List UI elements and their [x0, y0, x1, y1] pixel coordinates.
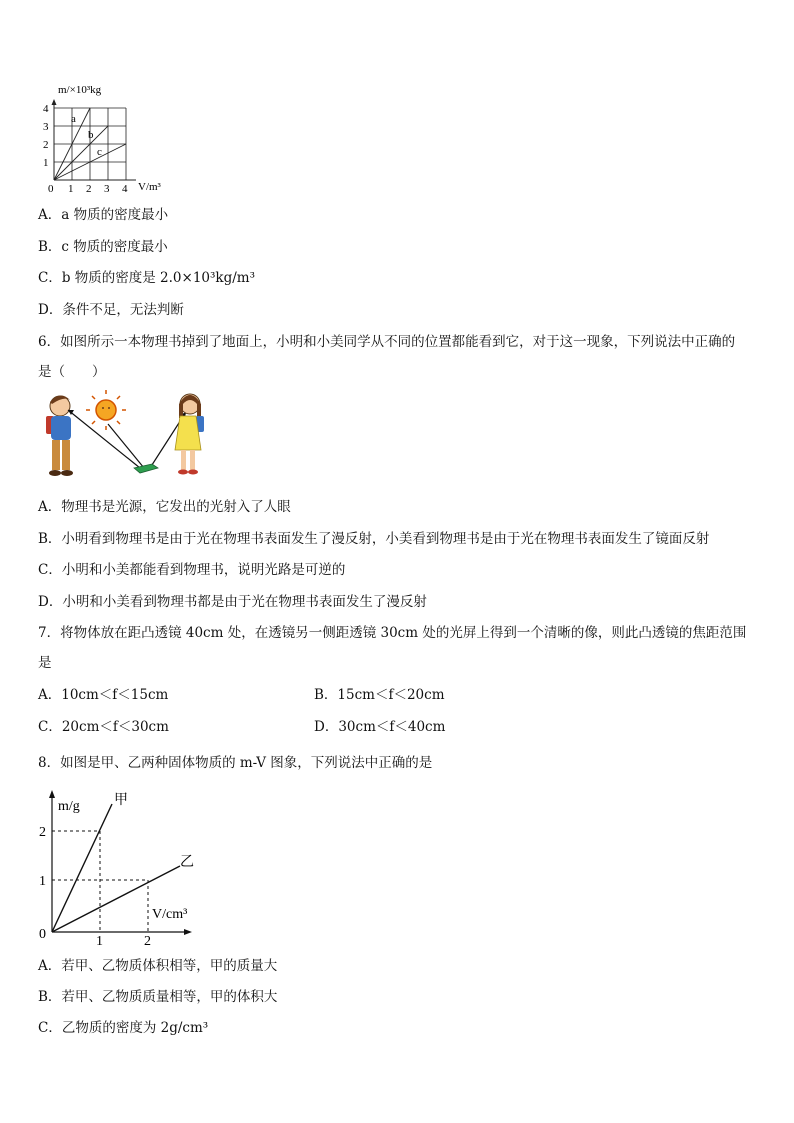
q5-y-axis-label: m/×10³kg — [58, 84, 102, 96]
q5-x-tick: 2 — [86, 183, 92, 195]
q8-label-jia: 甲 — [114, 793, 128, 808]
q6-option-c: C．小明和小美都能看到物理书，说明光路是可逆的 — [38, 562, 346, 578]
q8-y-axis-label: m/g — [58, 799, 80, 814]
q5-x-axis-label: V/m³ — [138, 181, 161, 193]
girl-xiaomei — [175, 394, 204, 475]
q6-option-b: B．小明看到物理书是由于光在物理书表面发生了漫反射，小美看到物理书是由于光在物理书表面发生了镜面反射 — [38, 531, 710, 547]
q5-x-tick: 3 — [104, 183, 110, 195]
q5-y-tick: 2 — [43, 139, 49, 151]
q8-origin: 0 — [39, 927, 46, 942]
q8-option-b: B．若甲、乙物质质量相等，甲的体积大 — [38, 989, 278, 1005]
q8-mv-graph — [38, 786, 218, 946]
q7-stem-line2: 是 — [38, 655, 52, 671]
q7-option-b: B．15cm＜f＜20cm — [314, 687, 445, 703]
q5-option-a: A．a 物质的密度最小 — [38, 207, 169, 223]
q8-line-yi — [52, 866, 180, 932]
q5-label-c: c — [97, 146, 102, 158]
q8-line-jia — [52, 804, 112, 932]
q8-option-a: A．若甲、乙物质体积相等，甲的质量大 — [38, 958, 278, 974]
q6-stem-line1: 6．如图所示一本物理书掉到了地面上，小明和小美同学从不同的位置都能看到它，对于这一现象，下列说法中正确的 — [38, 334, 736, 350]
light-rays — [68, 410, 186, 468]
q5-label-b: b — [88, 129, 94, 141]
q5-label-a: a — [71, 113, 76, 125]
boy-xiaoming — [46, 395, 73, 476]
q8-label-yi: 乙 — [180, 855, 194, 870]
q7-option-d: D．30cm＜f＜40cm — [314, 719, 446, 735]
q5-y-tick: 3 — [43, 121, 49, 133]
q5-option-c: C．b 物质的密度是 2.0×10³kg/m³ — [38, 270, 256, 286]
q5-y-tick: 4 — [43, 103, 49, 115]
q7-option-a: A．10cm＜f＜15cm — [38, 687, 169, 703]
q8-x-tick: 1 — [96, 934, 103, 946]
q8-guides — [52, 831, 148, 932]
q7-stem-line1: 7．将物体放在距凸透镜 40cm 处，在透镜另一侧距透镜 30cm 处的光屏上得到一个清晰的像，则此凸透镜的焦距范围 — [38, 625, 747, 641]
q6-option-d: D．小明和小美看到物理书都是由于光在物理书表面发生了漫反射 — [38, 594, 427, 610]
sun-icon — [86, 390, 126, 430]
q7-option-c: C．20cm＜f＜30cm — [38, 719, 169, 735]
q8-x-axis-label: V/cm³ — [152, 907, 188, 922]
q8-y-tick: 2 — [39, 825, 46, 840]
q8-option-c: C．乙物质的密度为 2g/cm³ — [38, 1020, 209, 1036]
q5-option-b: B．c 物质的密度最小 — [38, 239, 168, 255]
q5-origin: 0 — [48, 183, 54, 195]
q6-illustration — [38, 388, 218, 488]
q5-x-tick: 4 — [122, 183, 128, 195]
q5-density-graph — [38, 80, 178, 198]
q8-stem: 8．如图是甲、乙两种固体物质的 m-V 图象，下列说法中正确的是 — [38, 755, 433, 771]
q5-x-tick: 1 — [68, 183, 74, 195]
q5-option-d: D．条件不足，无法判断 — [38, 302, 184, 318]
q6-stem-line2: 是（ ） — [38, 364, 106, 380]
q8-y-tick: 1 — [39, 874, 46, 889]
q5-y-tick: 1 — [43, 157, 49, 169]
q8-x-tick: 2 — [144, 934, 151, 946]
q6-option-a: A．物理书是光源，它发出的光射入了人眼 — [38, 499, 291, 515]
